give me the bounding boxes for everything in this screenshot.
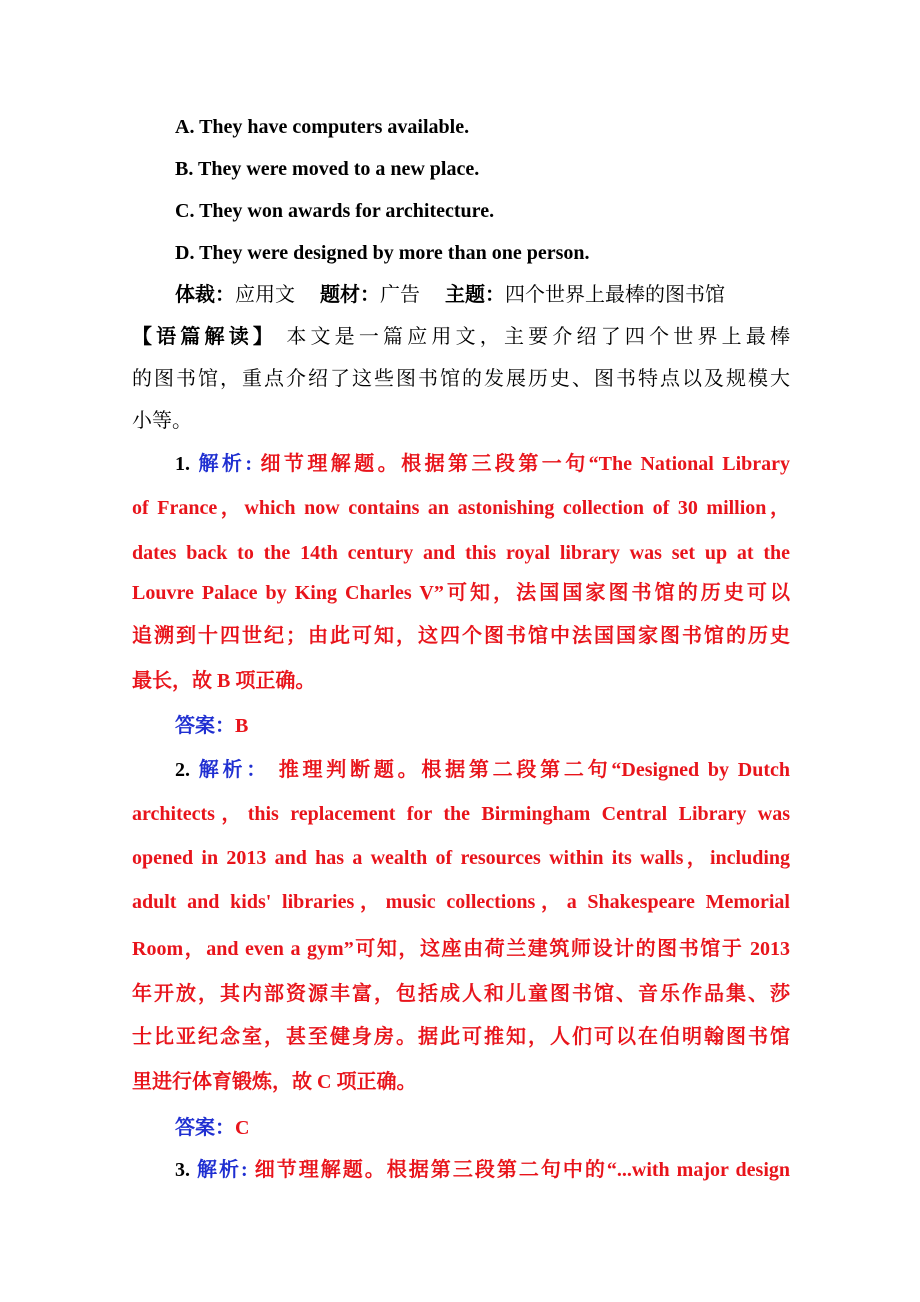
- q2-line-3: opened in 2013 and has a wealth of resources within its walls，including: [132, 847, 790, 869]
- option-text: They won awards for architecture.: [199, 200, 495, 222]
- q3-line-1: [175, 1155, 790, 1185]
- q2-text: 推理判断题。根据第二段第二句“Designed by Dutch: [278, 759, 791, 781]
- q2-line-7: 士比亚纪念室，甚至健身房。据此可推知，人们可以在伯明翰图书馆: [132, 1026, 790, 1048]
- option-letter: A.: [175, 116, 195, 138]
- q2-number: 2.: [175, 759, 190, 781]
- theme-label: 主题：: [445, 284, 505, 306]
- answer-value: B: [235, 715, 249, 737]
- option-letter: C.: [175, 200, 195, 222]
- answer-label: 答案：: [175, 1117, 235, 1139]
- option-letter: B.: [175, 158, 194, 180]
- passage-meta: [175, 280, 790, 310]
- reading-line-3: 小等。: [132, 410, 192, 432]
- option-b: [175, 154, 790, 184]
- q1-label: 解析:: [198, 453, 253, 475]
- topic-label: 题材：: [320, 284, 380, 306]
- option-a: [175, 112, 790, 142]
- q2-line-1: [175, 755, 790, 785]
- q1-line-5: 追溯到十四世纪；由此可知，这四个图书馆中法国国家图书馆的历史: [132, 625, 790, 647]
- reading-text: 本文是一篇应用文，主要介绍了四个世界上最棒: [286, 326, 791, 348]
- q1-number: 1.: [175, 453, 190, 475]
- q2-line-8: 里进行体育锻炼，故 C 项正确。: [132, 1071, 417, 1093]
- answer-label: 答案：: [175, 715, 235, 737]
- q1-answer: [175, 711, 790, 741]
- q1-text: 细节理解题。根据第三段第一句“The National Library: [260, 453, 791, 475]
- reading-line-1: [132, 322, 790, 352]
- genre-label: 体裁：: [175, 284, 235, 306]
- topic-value: 广告: [380, 284, 420, 306]
- q1-line-4: Louvre Palace by King Charles V”可知，法国国家图书馆的历史可以: [132, 582, 790, 604]
- genre-value: 应用文: [235, 284, 295, 306]
- option-letter: D.: [175, 242, 195, 264]
- q1-line-3: dates back to the 14th century and this royal library was set up at the: [132, 542, 790, 564]
- q2-line-5: Room，and even a gym”可知，这座由荷兰建筑师设计的图书馆于 2013: [132, 938, 790, 960]
- q2-label: 解析：: [198, 759, 271, 781]
- q1-line-2: of France，which now contains an astonishing collection of 30 million，: [132, 497, 790, 519]
- option-text: They have computers available.: [199, 116, 470, 138]
- option-text: They were moved to a new place.: [197, 158, 480, 180]
- option-d: [175, 238, 790, 268]
- q2-line-4: adult and kids' libraries，music collections，a Shakespeare Memorial: [132, 891, 790, 913]
- option-text: They were designed by more than one person.: [199, 242, 590, 264]
- q3-label: 解析:: [197, 1159, 248, 1181]
- answer-value: C: [235, 1117, 250, 1139]
- q3-number: 3.: [175, 1159, 190, 1181]
- q2-line-2: architects，this replacement for the Birmingham Central Library was: [132, 803, 790, 825]
- option-c: [175, 196, 790, 226]
- q1-line-1: [175, 449, 790, 479]
- q3-text: 细节理解题。根据第三段第二句中的“...with major design: [254, 1159, 790, 1181]
- reading-line-2: 的图书馆，重点介绍了这些图书馆的发展历史、图书特点以及规模大: [132, 368, 790, 390]
- theme-value: 四个世界上最棒的图书馆: [505, 284, 725, 306]
- q2-line-6: 年开放，其内部资源丰富，包括成人和儿童图书馆、音乐作品集、莎: [132, 983, 790, 1005]
- reading-label: 【语篇解读】: [132, 326, 278, 348]
- q1-line-6: 最长，故 B 项正确。: [132, 670, 316, 692]
- q2-answer: [175, 1113, 790, 1143]
